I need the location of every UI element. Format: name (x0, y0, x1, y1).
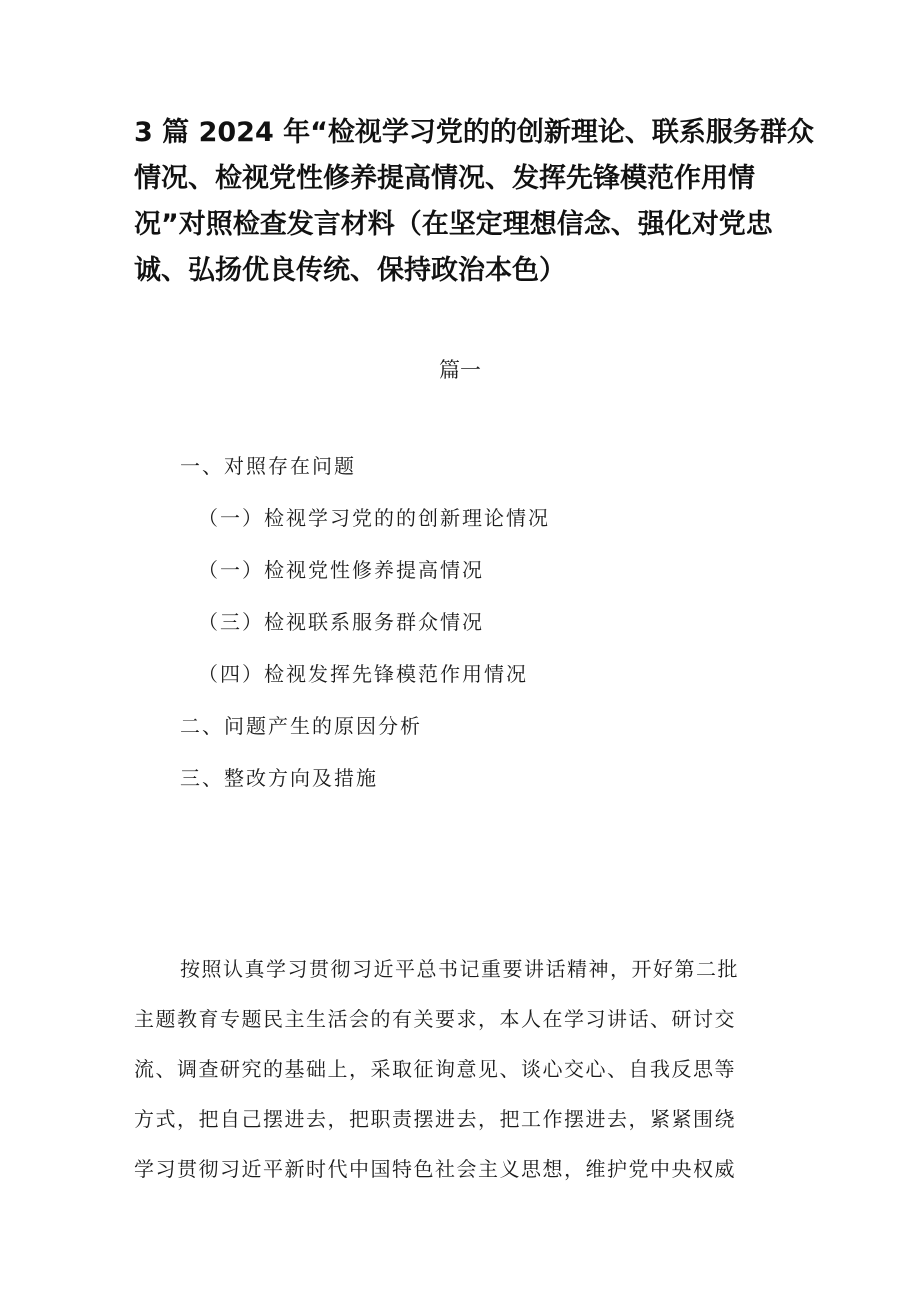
section-heading: 篇一 (439, 358, 481, 382)
paragraph-line: 方式，把自己摆进去，把职责摆进去，把工作摆进去，紧紧围绕 (134, 1107, 736, 1131)
paragraph-line: 按照认真学习贯彻习近平总书记重要讲话精神，开好第二批 (180, 957, 739, 981)
document-title (134, 110, 814, 294)
outline-item-level1: 三、整改方向及措施 (180, 766, 378, 790)
body-paragraph (134, 944, 794, 1194)
outline-item-level1: 二、问题产生的原因分析 (180, 714, 422, 738)
outline-item-level2: （四）检视发挥先锋模范作用情况 (198, 662, 528, 686)
outline-item-level2: （一）检视党性修养提高情况 (198, 558, 484, 582)
title-line: 况”对照检查发言材料（在坚定理想信念、强化对党忠 (134, 209, 773, 240)
paragraph-line: 学习贯彻习近平新时代中国特色社会主义思想，维护党中央权威 (134, 1157, 736, 1181)
paragraph-line: 流、调查研究的基础上，采取征询意见、谈心交心、自我反思等 (134, 1057, 736, 1081)
outline-item-level2: （三）检视联系服务群众情况 (198, 610, 484, 634)
title-line: 情况、检视党性修养提高情况、发挥先锋模范作用情 (134, 163, 755, 194)
outline-item-level2: （一）检视学习党的的创新理论情况 (198, 506, 550, 530)
outline-item-level1: 一、对照存在问题 (180, 454, 356, 478)
paragraph-line: 主题教育专题民主生活会的有关要求，本人在学习讲话、研讨交 (134, 1007, 736, 1031)
title-line: 3 篇 2024 年“检视学习党的的创新理论、联系服务群众 (134, 117, 814, 148)
title-line: 诚、弘扬优良传统、保持政治本色） (134, 255, 566, 286)
